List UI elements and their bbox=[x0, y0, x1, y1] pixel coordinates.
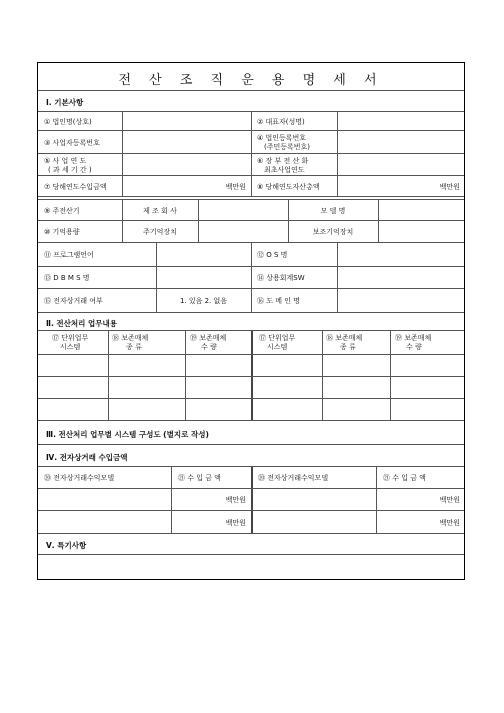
media-qty-col-1: ⑲ 보존매체 bbox=[190, 334, 227, 342]
assets-label: ⑧ 당해연도자산총액 bbox=[257, 183, 320, 191]
media-count-col-2: 수 량 bbox=[406, 343, 422, 351]
section3-heading: Ⅲ. 전산처리 업무별 시스템 구성도 (별지로 작성) bbox=[46, 430, 209, 439]
revenue-unit: 백만원 bbox=[225, 183, 246, 191]
row-main-computer bbox=[38, 199, 464, 221]
section4-columns bbox=[38, 467, 464, 489]
section2-columns bbox=[38, 331, 464, 355]
unit-system-col-1: 시스템 bbox=[60, 343, 81, 351]
computerization-label: ⑥ 장 부 전 산 화 bbox=[257, 157, 309, 165]
row-fiscal-year bbox=[38, 154, 464, 176]
domain-label: ⑯ 도 메 인 명 bbox=[257, 297, 300, 305]
row-registration bbox=[38, 131, 464, 154]
unit-task-col-2: ⑰ 단위업무 bbox=[259, 334, 296, 342]
dbms-label: ⑬ D B M S 명 bbox=[44, 274, 90, 282]
revenue-label: ⑦ 당해연도수입금액 bbox=[44, 183, 107, 191]
media-type-col-1: ⑱ 보존매체 bbox=[112, 334, 149, 342]
corp-name-label: ① 법인명(상호) bbox=[44, 118, 92, 126]
section4-header bbox=[38, 445, 464, 467]
media-kind-col-1: 종 류 bbox=[126, 343, 142, 351]
section4-heading: Ⅳ. 전자상거래 수입금액 bbox=[46, 453, 128, 462]
biz-reg-label: ③ 사업자등록번호 bbox=[44, 139, 100, 147]
ecommerce-label: ⑮ 전자상거래 여부 bbox=[44, 297, 103, 305]
aux-memory-label: 보조기억장치 bbox=[312, 228, 354, 236]
table-row bbox=[38, 399, 464, 421]
prog-lang-label: ⑪ 프로그램언어 bbox=[44, 251, 94, 259]
section2-heading: Ⅱ. 전산처리 업무내용 bbox=[46, 319, 117, 328]
corp-reg-sub-label: (주민등록번호) bbox=[264, 143, 311, 151]
amount-unit: 백만원 bbox=[439, 496, 460, 504]
unit-task-col-1: ⑰ 단위업무 bbox=[52, 334, 89, 342]
row-prog-lang bbox=[38, 243, 464, 267]
tax-period-label: ( 과 세 기 간 ) bbox=[48, 166, 92, 174]
section1-header bbox=[38, 91, 464, 111]
row-memory bbox=[38, 221, 464, 243]
row-dbms bbox=[38, 267, 464, 289]
main-computer-label: ⑨ 주전산기 bbox=[44, 207, 80, 215]
model-label: 모 델 명 bbox=[320, 207, 346, 215]
os-label: ⑫ O S 명 bbox=[257, 251, 288, 259]
main-memory-label: 주기억장치 bbox=[143, 228, 177, 236]
unit-system-col-2: 시스템 bbox=[267, 343, 288, 351]
accounting-sw-label: ⑭ 상용회계SW bbox=[257, 274, 305, 282]
media-type-col-2: ⑱ 보존매체 bbox=[326, 334, 363, 342]
media-count-col-1: 수 량 bbox=[201, 343, 217, 351]
section1-heading: Ⅰ. 기본사항 bbox=[46, 98, 84, 107]
page-title: 전 산 조 직 운 용 명 세 서 bbox=[118, 73, 384, 88]
first-year-label: 최초사업연도 bbox=[264, 166, 305, 174]
amount-col-2: ㉑ 수 입 금 액 bbox=[383, 474, 426, 482]
table-row bbox=[38, 355, 464, 377]
title-row bbox=[38, 63, 464, 91]
assets-unit: 백만원 bbox=[439, 183, 460, 191]
media-kind-col-2: 종 류 bbox=[340, 343, 356, 351]
row-revenue-assets bbox=[38, 176, 464, 197]
model-col-1: ⑳ 전자상거래수익모델 bbox=[44, 474, 115, 482]
table-row bbox=[38, 511, 464, 534]
amount-col-1: ㉑ 수 입 금 액 bbox=[178, 474, 221, 482]
section5-header bbox=[38, 534, 464, 554]
amount-unit: 백만원 bbox=[439, 519, 460, 527]
section2-header bbox=[38, 313, 464, 331]
notes-area[interactable] bbox=[38, 554, 464, 581]
fiscal-year-label: ⑤ 사 업 연 도 bbox=[44, 157, 87, 165]
row-ecommerce bbox=[38, 289, 464, 313]
ceo-label: ② 대표자(성명) bbox=[257, 118, 305, 126]
model-col-2: ⑳ 전자상거래수익모델 bbox=[258, 474, 329, 482]
section5-heading: Ⅴ. 특기사항 bbox=[46, 541, 87, 550]
section3-header bbox=[38, 421, 464, 445]
corp-reg-label: ④ 법인등록번호 bbox=[257, 134, 307, 142]
memory-label: ⑩ 기억용량 bbox=[44, 228, 80, 236]
amount-unit: 백만원 bbox=[225, 496, 246, 504]
operation-statement-form bbox=[37, 62, 465, 580]
amount-unit: 백만원 bbox=[225, 519, 246, 527]
manufacturer-label: 제 조 회 사 bbox=[143, 207, 177, 215]
table-row bbox=[38, 377, 464, 399]
media-qty-col-2: ⑲ 보존매체 bbox=[395, 334, 432, 342]
row-corp-name bbox=[38, 111, 464, 131]
ecommerce-options: 1. 있음 2. 없음 bbox=[179, 297, 228, 305]
table-row bbox=[38, 489, 464, 511]
